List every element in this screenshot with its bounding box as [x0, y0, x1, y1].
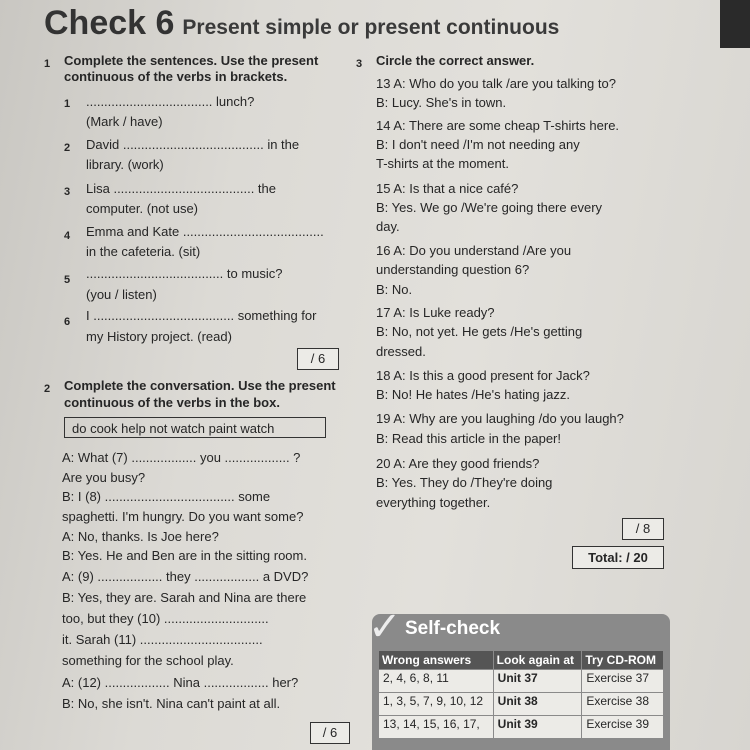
- ex2-dialogue-line: A: No, thanks. Is Joe here?: [62, 529, 219, 544]
- ex2-dialogue-line: B: No, she isn't. Nina can't paint at all.: [62, 696, 281, 711]
- ex2-instruction-2: continuous of the verbs in the box.: [64, 395, 280, 410]
- ex3-line: 16 A: Do you understand /Are you: [376, 243, 572, 258]
- ex3-line: dressed.: [376, 344, 426, 359]
- ex2-dialogue-line: B: Yes, they are. Sarah and Nina are there: [62, 590, 307, 605]
- ex1-item-line: David ....................................... in the: [86, 137, 300, 152]
- table-cell: 13, 14, 15, 16, 17,: [379, 716, 494, 739]
- ex1-item-line: Lisa ....................................... the: [86, 181, 277, 196]
- table-cell: 2, 4, 6, 8, 11: [379, 670, 494, 693]
- ex2-dialogue-line: Are you busy?: [62, 470, 146, 485]
- ex2-dialogue-line: B: Yes. He and Ben are in the sitting room.: [62, 548, 307, 563]
- ex3-line: 18 A: Is this a good present for Jack?: [376, 368, 590, 383]
- ex2-word-box: do cook help not watch paint watch: [64, 417, 326, 438]
- ex3-line: 19 A: Why are you laughing /do you laugh?: [376, 411, 624, 426]
- ex3-line: 20 A: Are they good friends?: [376, 456, 540, 471]
- ex3-line: 14 A: There are some cheap T-shirts here.: [376, 118, 620, 133]
- ex1-item-number: 4: [64, 230, 71, 242]
- ex2-number: 2: [44, 383, 51, 395]
- ex3-line: B: Lucy. She's in town.: [376, 95, 507, 110]
- ex3-line: 15 A: Is that a nice café?: [376, 181, 519, 196]
- ex3-line: B: No.: [376, 282, 413, 297]
- ex2-dialogue-line: A: (12) .................. Nina .................. her?: [62, 675, 299, 690]
- table-cell: Unit 37: [493, 670, 582, 693]
- ex3-score-box: / 8: [622, 518, 664, 540]
- table-header-row: [379, 651, 664, 670]
- self-check-title: Self-check: [405, 618, 501, 639]
- ex1-item-hint: computer. (not use): [86, 201, 198, 216]
- ex3-line: B: I don't need /I'm not needing any: [376, 137, 580, 152]
- ex1-item-line: ...................................... to music?: [86, 266, 283, 281]
- ex3-line: 17 A: Is Luke ready?: [376, 305, 495, 320]
- ex3-line: B: Read this article in the paper!: [376, 431, 561, 446]
- ex2-score-box: / 6: [310, 722, 350, 744]
- ex3-line: T-shirts at the moment.: [376, 156, 509, 171]
- table-cell: Exercise 38: [582, 693, 664, 716]
- ex2-dialogue-line: A: What (7) .................. you .................. ?: [62, 450, 301, 465]
- title-main: Check 6: [44, 4, 175, 42]
- ex3-line: B: No, not yet. He gets /He's getting: [376, 324, 583, 339]
- ex1-item-line: Emma and Kate .......................................: [86, 224, 324, 239]
- ex3-line: B: Yes. They do /They're doing: [376, 475, 553, 490]
- ex3-line: understanding question 6?: [376, 262, 530, 277]
- table-header: Try CD-ROM: [582, 651, 664, 670]
- ex3-line: day.: [376, 219, 400, 234]
- ex3-line: B: No! He hates /He's hating jazz.: [376, 387, 570, 402]
- table-header: Look again at: [493, 651, 582, 670]
- ex1-item-number: 2: [64, 142, 71, 154]
- ex2-dialogue-line: it. Sarah (11) ..................................: [62, 632, 263, 647]
- ex2-instruction-1: Complete the conversation. Use the present: [64, 378, 336, 393]
- ex1-item-hint: (Mark / have): [86, 114, 163, 129]
- table-cell: Unit 38: [493, 693, 582, 716]
- total-score-box: Total: / 20: [572, 546, 664, 569]
- ex1-item-hint: in the cafeteria. (sit): [86, 244, 201, 259]
- table-header: Wrong answers: [379, 651, 494, 670]
- table-row: [379, 716, 664, 739]
- ex1-score-box: / 6: [297, 348, 339, 370]
- ex2-dialogue-line: spaghetti. I'm hungry. Do you want some?: [62, 509, 304, 524]
- page-title: [44, 4, 559, 43]
- ex3-line: 13 A: Who do you talk /are you talking to?: [376, 76, 616, 91]
- ex2-dialogue-line: B: I (8) .................................... some: [62, 489, 271, 504]
- table-cell: Exercise 39: [582, 716, 664, 739]
- ex1-instruction-2: continuous of the verbs in brackets.: [64, 69, 288, 84]
- table-cell: Exercise 37: [582, 670, 664, 693]
- page-corner-shadow: [720, 0, 750, 48]
- table-row: [379, 670, 664, 693]
- ex3-number: 3: [356, 58, 363, 70]
- ex1-item-line: ................................... lunch?: [86, 94, 255, 109]
- ex1-item-hint: (you / listen): [86, 287, 157, 302]
- self-check-table: [378, 650, 664, 739]
- ex2-dialogue-line: something for the school play.: [62, 653, 234, 668]
- ex2-dialogue-line: A: (9) .................. they .................. a DVD?: [62, 569, 309, 584]
- ex1-item-number: 5: [64, 274, 71, 286]
- table-cell: 1, 3, 5, 7, 9, 10, 12: [379, 693, 494, 716]
- ex1-number: 1: [44, 58, 51, 70]
- ex1-item-number: 3: [64, 186, 71, 198]
- table-cell: Unit 39: [493, 716, 582, 739]
- table-row: [379, 693, 664, 716]
- ex3-instruction: Circle the correct answer.: [376, 53, 535, 68]
- ex1-item-number: 6: [64, 316, 71, 328]
- ex1-item-hint: my History project. (read): [86, 329, 232, 344]
- ex3-line: everything together.: [376, 495, 491, 510]
- ex1-instruction-1: Complete the sentences. Use the present: [64, 53, 319, 68]
- ex1-item-number: 1: [64, 98, 71, 110]
- ex1-item-line: I ....................................... something for: [86, 308, 317, 323]
- ex2-dialogue-line: too, but they (10) .............................: [62, 611, 269, 626]
- ex3-line: B: Yes. We go /We're going there every: [376, 200, 603, 215]
- checkmark-icon: ✓: [368, 605, 402, 649]
- title-sub: Present simple or present continuous: [182, 16, 560, 39]
- ex1-item-hint: library. (work): [86, 157, 164, 172]
